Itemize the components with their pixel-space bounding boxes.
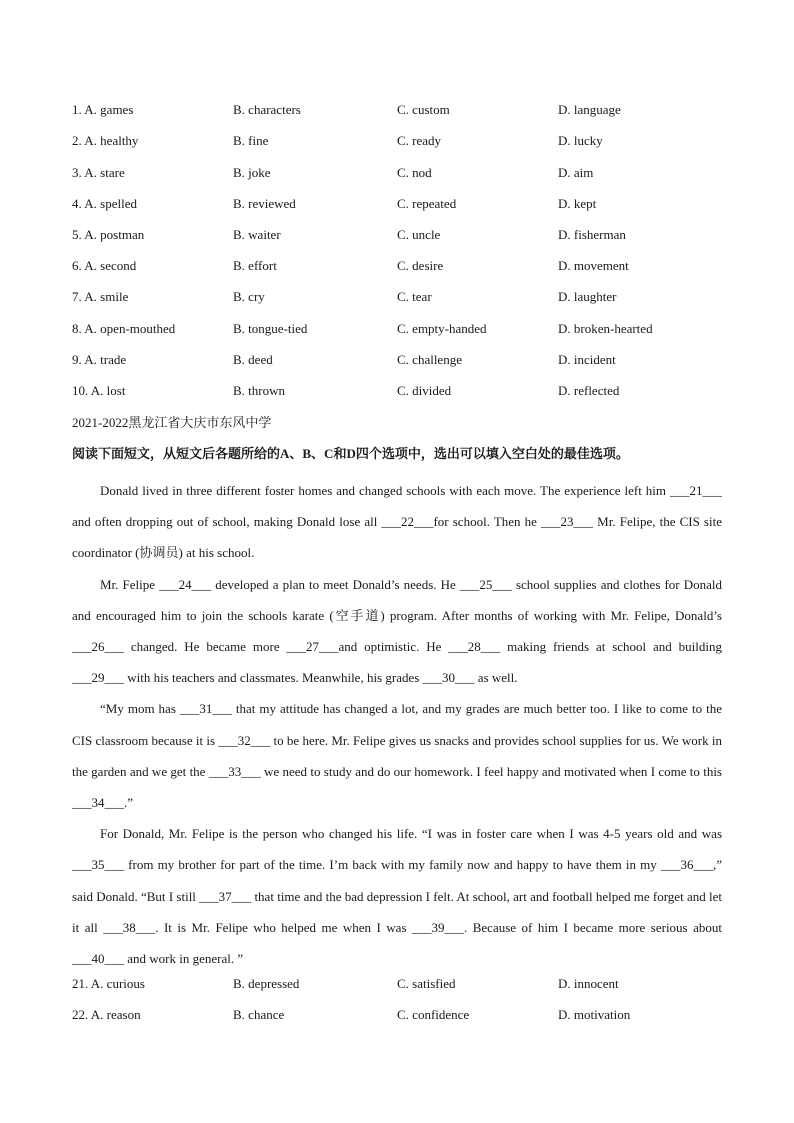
option-d: D. language [558,102,621,117]
source-label: 2021-2022黑龙江省大庆市东风中学 [72,415,272,430]
option-c: C. ready [397,133,442,148]
question-9-options [72,350,752,370]
option-a: 4. A. spelled [72,196,137,211]
option-c: C. tear [397,289,432,304]
question-3-options [72,163,752,183]
option-c: C. uncle [397,227,441,242]
option-c: C. desire [397,258,444,273]
question-8-options [72,319,752,339]
option-b: B. waiter [233,227,281,242]
question-6-options [72,256,752,276]
option-b: B. characters [233,102,301,117]
option-a: 6. A. second [72,258,137,273]
option-b: B. thrown [233,383,285,398]
option-b: B. fine [233,133,269,148]
option-d: D. movement [558,258,629,273]
option-b: B. reviewed [233,196,296,211]
section-instructions: 阅读下面短文，从短文后各题所给的A、B、C和D四个选项中，选出可以填入空白处的最佳选项。 [72,446,629,461]
option-b: B. cry [233,289,265,304]
option-d: D. reflected [558,383,620,398]
option-d: D. innocent [558,976,619,991]
question-2-options [72,131,752,151]
question-21-options [72,974,752,994]
option-a: 5. A. postman [72,227,145,242]
option-d: D. incident [558,352,616,367]
question-1-options [72,100,752,120]
option-b: B. chance [233,1007,285,1022]
option-d: D. motivation [558,1007,631,1022]
option-a: 2. A. healthy [72,133,139,148]
option-c: C. empty-handed [397,321,487,336]
option-a: 1. A. games [72,102,134,117]
option-d: D. laughter [558,289,617,304]
question-5-options [72,225,752,245]
option-d: D. lucky [558,133,603,148]
option-a: 21. A. curious [72,976,145,991]
option-a: 9. A. trade [72,352,127,367]
option-c: C. divided [397,383,452,398]
question-10-options [72,381,752,401]
question-7-options [72,287,752,307]
option-c: C. confidence [397,1007,470,1022]
option-c: C. nod [397,165,432,180]
passage-paragraph-2: Mr. Felipe ___24___ developed a plan to meet Donald’s needs. He ___25___ school supplies and clothes for Donald and encouraged him to join the schools karate (空手道) program. After months of working with Mr. Felipe, Donald’s ___26___ changed. He became more ___27___and optimistic. He ___28___ making friends at school and building ___29___ with his teachers and classmates. Meanwhile, his grades ___30___ as well. [72,576,722,686]
option-d: D. broken-hearted [558,321,653,336]
option-b: B. depressed [233,976,300,991]
option-b: B. joke [233,165,271,180]
option-d: D. kept [558,196,597,211]
question-22-options [72,1005,752,1025]
passage-paragraph-3: “My mom has ___31___ that my attitude has changed a lot, and my grades are much better too. I like to come to the CIS classroom because it is ___32___ to be here. Mr. Felipe gives us snacks and provides school supplies for us. We work in the garden and we get the ___33___ we need to study and do our homework. I feel happy and motivated when I come to this ___34___.” [72,701,722,811]
option-a: 22. A. reason [72,1007,141,1022]
passage-paragraph-1: Donald lived in three different foster homes and changed schools with each move. The experience left him ___21___ and often dropping out of school, making Donald lose all ___22___for school. Then he ___23___ Mr. Felipe, the CIS site coordinator (协调员) at his school. [72,483,722,561]
option-a: 8. A. open-mouthed [72,321,176,336]
option-b: B. deed [233,352,273,367]
option-c: C. custom [397,102,450,117]
option-d: D. aim [558,165,594,180]
option-c: C. challenge [397,352,462,367]
question-4-options [72,194,752,214]
option-a: 3. A. stare [72,165,125,180]
option-a: 10. A. lost [72,383,126,398]
option-a: 7. A. smile [72,289,129,304]
passage-paragraph-4: For Donald, Mr. Felipe is the person who changed his life. “I was in foster care when I was 4-5 years old and was ___35___ from my brother for part of the time. I’m back with my family now and happy to have them in my ___36___,” said Donald. “But I still ___37___ that time and the bad depression I felt. At school, art and football helped me forget and let it all ___38___. It is Mr. Felipe who helped me when I was ___39___. Because of him I became more serious about ___40___ and work in general. ” [72,826,722,967]
option-c: C. satisfied [397,976,456,991]
option-b: B. effort [233,258,277,273]
option-d: D. fisherman [558,227,626,242]
option-c: C. repeated [397,196,457,211]
option-b: B. tongue-tied [233,321,308,336]
cloze-passage [72,475,722,974]
